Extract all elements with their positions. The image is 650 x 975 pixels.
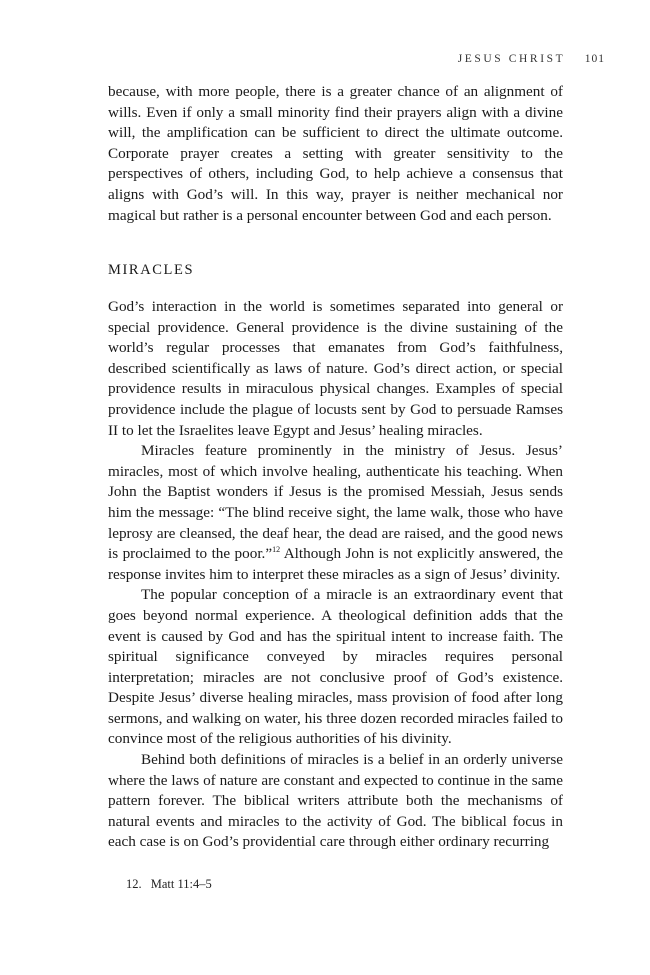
paragraph-3: The popular conception of a miracle is an extraordinary event that goes beyond normal experience. A theological definition adds that the event is caused by God and has the spiritual intent to increase faith. The spiritual significance conveyed by miracles requires personal interpretation; miracles are not conclusive proof of God’s existence. Despite Jesus’ diverse healing miracles, mass provision of food after long sermons, and walking on water, his three dozen recorded miracles failed to convince most of the religious authorities of his divinity. [108,586,563,748]
page-number: 101 [584,53,605,65]
intro-text [108,82,563,226]
paragraph-4: Behind both definitions of miracles is a belief in an orderly universe where the laws of nature are constant and expected to continue in the same pattern forever. The biblical writers attribute both the mechanisms of natural events and miracles to the activity of God. The biblical focus in each case is on God’s providential care through either ordinary recurring [108,751,563,851]
section-heading: MIRACLES [108,262,195,278]
paragraph-2-text-b: Although John is not explicitly answered, the response invites him to interpret these miracles as a sign of Jesus’ divinity. [108,545,563,583]
footnote [126,877,212,892]
section-body [108,297,563,853]
running-head [458,53,605,65]
footnote-reference[interactable]: 12 [272,545,281,555]
footnote-text: Matt 11:4–5 [150,877,212,891]
paragraph-1: God’s interaction in the world is sometimes separated into general or special providence. General providence is the divine sustaining of the world’s regular processes that emanates from God’s faithfulness, described scientifically as laws of nature. God’s direct action, or special providence results in miraculous physical changes. Examples of special providence include the plague of locusts sent by God to persuade Ramses II to let the Israelites leave Egypt and Jesus’ healing miracles. [108,298,563,439]
paragraph-2-text-a: Miracles feature prominently in the ministry of Jesus. Jesus’ miracles, most of which involve healing, authenticate his teaching. When John the Baptist wonders if Jesus is the promised Messiah, Jesus sends him the message: “The blind receive sight, the lame walk, those who have leprosy are cleansed, the deaf hear, the dead are raised, and the good news is proclaimed to the poor.” [108,442,563,563]
footnote-number: 12. [126,877,142,891]
intro-paragraph: because, with more people, there is a greater chance of an alignment of wills. Even if only a small minority find their prayers align with a divine will, the amplification can be sufficient to direct the ultimate outcome. Corporate prayer creates a setting with greater sensitivity to the perspectives of others, including God, to help achieve a consensus that aligns with God’s will. In this way, prayer is neither mechanical nor magical but rather is a personal encounter between God and each person. [108,83,563,224]
paragraph-2 [108,441,563,585]
running-title: JESUS CHRIST [457,53,566,65]
